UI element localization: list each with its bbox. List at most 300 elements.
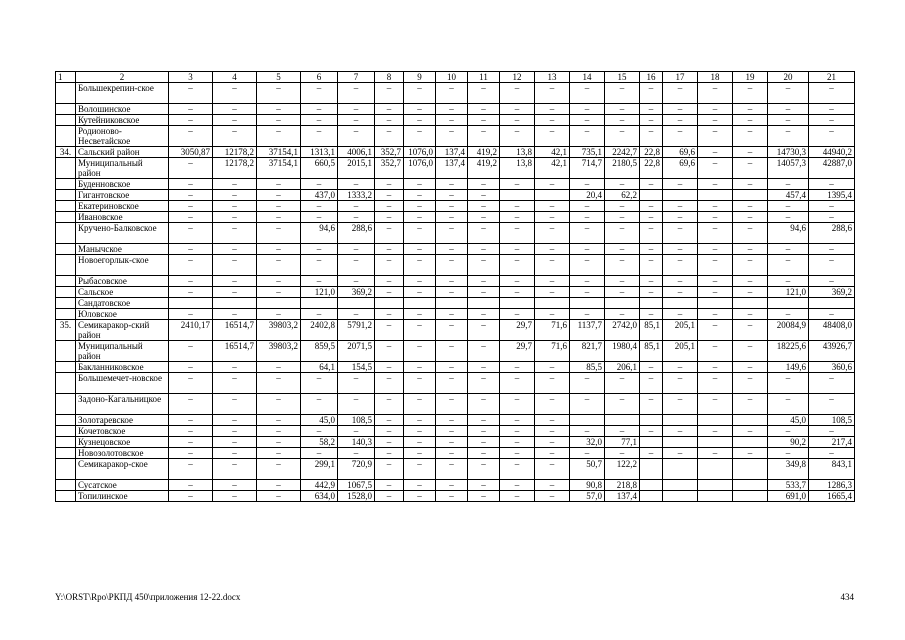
value-cell: – [535,448,570,459]
value-cell: 1076,0 [404,158,436,179]
value-cell: – [169,415,213,426]
value-cell: – [535,309,570,320]
value-cell: – [570,179,605,190]
value-cell: – [404,341,436,362]
value-cell: – [404,244,436,255]
value-cell: – [605,223,640,244]
value-cell: – [500,83,535,104]
value-cell: – [404,190,436,201]
value-cell: – [733,244,768,255]
value-cell: 1286,3 [809,480,855,491]
value-cell: – [663,201,698,212]
value-cell: 1137,7 [570,320,605,341]
value-cell: 457,4 [768,190,809,201]
value-cell: – [301,394,338,415]
value-cell [640,437,663,448]
value-cell: – [169,426,213,437]
value-cell: 4006,1 [338,147,375,158]
value-cell: – [213,255,257,276]
header-cell: 13 [535,72,570,83]
value-cell [663,415,698,426]
value-cell: 22,8 [640,147,663,158]
value-cell: – [257,126,301,147]
value-cell: – [257,459,301,480]
value-cell: – [213,437,257,448]
value-cell: – [169,362,213,373]
value-cell: – [213,362,257,373]
value-cell: – [257,190,301,201]
header-cell: 14 [570,72,605,83]
value-cell: – [257,437,301,448]
row-number [56,104,76,115]
value-cell [809,298,855,309]
value-cell [169,298,213,309]
value-cell: 419,2 [468,158,500,179]
row-name: Ивановское [76,212,169,223]
value-cell: – [301,83,338,104]
value-cell: 58,2 [301,437,338,448]
value-cell: – [605,212,640,223]
value-cell: – [535,201,570,212]
value-cell: – [640,276,663,287]
table-row [56,212,855,223]
value-cell: 714,7 [570,158,605,179]
value-cell: – [640,201,663,212]
value-cell: – [468,309,500,320]
value-cell: – [257,309,301,320]
value-cell: – [375,276,404,287]
value-cell: – [375,426,404,437]
row-name: Сусатское [76,480,169,491]
value-cell: – [169,179,213,190]
table-row [56,309,855,320]
value-cell: – [375,437,404,448]
value-cell: – [436,373,468,394]
value-cell: – [436,276,468,287]
value-cell: – [605,104,640,115]
value-cell: – [404,115,436,126]
value-cell: – [500,373,535,394]
value-cell [640,298,663,309]
table-row [56,491,855,502]
value-cell: – [768,394,809,415]
row-name: Семикаракор-ское [76,459,169,480]
value-cell: – [436,309,468,320]
value-cell: 369,2 [338,287,375,298]
value-cell: – [570,201,605,212]
value-cell: – [169,276,213,287]
value-cell: 16514,7 [213,320,257,341]
value-cell: – [605,276,640,287]
value-cell: – [698,394,733,415]
value-cell: – [605,244,640,255]
value-cell: – [468,83,500,104]
row-name: Гигантовское [76,190,169,201]
value-cell: – [500,276,535,287]
table-row [56,115,855,126]
value-cell: – [338,115,375,126]
value-cell: – [404,480,436,491]
value-cell: – [213,201,257,212]
value-cell: 5791,2 [338,320,375,341]
value-cell: – [436,212,468,223]
value-cell: – [663,276,698,287]
value-cell: 1665,4 [809,491,855,502]
value-cell: – [169,190,213,201]
row-name: Большекрепин-ское [76,83,169,104]
row-number [56,426,76,437]
value-cell: – [404,83,436,104]
value-cell: – [468,255,500,276]
table-row [56,104,855,115]
value-cell: – [375,115,404,126]
value-cell: – [663,212,698,223]
value-cell: – [500,491,535,502]
value-cell: 108,5 [809,415,855,426]
value-cell: – [809,212,855,223]
value-cell: – [698,276,733,287]
value-cell: – [257,244,301,255]
value-cell: – [698,287,733,298]
value-cell: – [733,126,768,147]
value-cell: 137,4 [605,491,640,502]
value-cell [640,491,663,502]
row-number [56,309,76,320]
value-cell [663,437,698,448]
value-cell: 217,4 [809,437,855,448]
value-cell: – [698,179,733,190]
value-cell: – [436,255,468,276]
value-cell: – [301,126,338,147]
value-cell: – [213,212,257,223]
value-cell: – [436,126,468,147]
value-cell: – [404,179,436,190]
value-cell: 3050,87 [169,147,213,158]
header-cell: 7 [338,72,375,83]
value-cell: – [375,255,404,276]
value-cell: 18225,6 [768,341,809,362]
value-cell: 1067,5 [338,480,375,491]
table-row [56,362,855,373]
table-row [56,158,855,179]
row-name: Большемечет-новское [76,373,169,394]
value-cell: 369,2 [809,287,855,298]
value-cell: – [809,448,855,459]
value-cell: – [169,459,213,480]
value-cell: 2180,5 [605,158,640,179]
value-cell [301,298,338,309]
value-cell: – [570,126,605,147]
table-row [56,287,855,298]
value-cell: – [640,287,663,298]
value-cell: – [301,212,338,223]
value-cell: – [733,201,768,212]
value-cell: – [257,223,301,244]
row-number [56,298,76,309]
value-cell [213,298,257,309]
header-cell: 18 [698,72,733,83]
table-row [56,373,855,394]
value-cell: – [663,126,698,147]
value-cell: – [169,255,213,276]
value-cell: 42,1 [535,147,570,158]
value-cell: – [570,276,605,287]
value-cell: 22,8 [640,158,663,179]
value-cell: – [169,223,213,244]
value-cell: – [375,190,404,201]
value-cell: – [375,212,404,223]
value-cell: – [605,201,640,212]
value-cell: – [605,426,640,437]
value-cell: – [375,459,404,480]
row-name: Новоегорлык-ское [76,255,169,276]
value-cell: – [768,448,809,459]
value-cell: – [468,491,500,502]
value-cell: – [500,212,535,223]
value-cell: – [169,480,213,491]
value-cell: – [570,223,605,244]
value-cell: – [570,212,605,223]
value-cell: – [301,255,338,276]
row-name: Золотаревское [76,415,169,426]
value-cell: 12178,2 [213,147,257,158]
value-cell: – [404,201,436,212]
value-cell: – [404,459,436,480]
value-cell: – [663,115,698,126]
value-cell: 43926,7 [809,341,855,362]
value-cell: – [436,104,468,115]
value-cell: 42887,0 [809,158,855,179]
value-cell: 62,2 [605,190,640,201]
value-cell: – [663,309,698,320]
header-cell: 11 [468,72,500,83]
value-cell: – [640,104,663,115]
value-cell: – [768,255,809,276]
value-cell: – [500,223,535,244]
value-cell: – [663,179,698,190]
value-cell: – [605,373,640,394]
value-cell: – [663,244,698,255]
value-cell: 634,0 [301,491,338,502]
value-cell: – [436,341,468,362]
value-cell: – [468,126,500,147]
value-cell: 121,0 [301,287,338,298]
value-cell: – [468,115,500,126]
value-cell: – [257,480,301,491]
value-cell: – [468,212,500,223]
row-name: Юловское [76,309,169,320]
value-cell: 735,1 [570,147,605,158]
value-cell: – [500,426,535,437]
value-cell: – [809,373,855,394]
value-cell: – [404,373,436,394]
value-cell: – [257,287,301,298]
value-cell: – [535,255,570,276]
value-cell: – [468,448,500,459]
row-number [56,201,76,212]
value-cell: – [698,309,733,320]
value-cell: – [640,394,663,415]
value-cell: – [436,437,468,448]
table-row [56,223,855,244]
value-cell: – [257,83,301,104]
value-cell: 533,7 [768,480,809,491]
value-cell: 821,7 [570,341,605,362]
value-cell: 94,6 [301,223,338,244]
value-cell: 94,6 [768,223,809,244]
value-cell: – [768,201,809,212]
row-name: Кручено-Балковское [76,223,169,244]
value-cell: – [404,223,436,244]
value-cell: – [570,104,605,115]
value-cell: – [535,104,570,115]
value-cell: – [436,448,468,459]
value-cell: – [500,126,535,147]
value-cell: – [535,287,570,298]
value-cell: – [404,309,436,320]
value-cell: – [535,480,570,491]
value-cell: – [338,448,375,459]
header-cell: 16 [640,72,663,83]
value-cell: 85,5 [570,362,605,373]
value-cell: 442,9 [301,480,338,491]
table-row [56,179,855,190]
value-cell: – [698,244,733,255]
value-cell: 16514,7 [213,341,257,362]
value-cell: – [375,83,404,104]
header-cell: 12 [500,72,535,83]
value-cell: – [257,362,301,373]
value-cell: – [213,415,257,426]
header-cell: 2 [76,72,169,83]
row-number [56,491,76,502]
row-number [56,83,76,104]
value-cell: – [768,212,809,223]
value-cell: – [169,309,213,320]
value-cell: – [733,115,768,126]
value-cell: – [338,276,375,287]
row-name: Кочетовское [76,426,169,437]
value-cell: – [500,480,535,491]
table-row [56,201,855,212]
value-cell: – [500,179,535,190]
value-cell: – [535,415,570,426]
value-cell: – [468,104,500,115]
value-cell: – [663,104,698,115]
value-cell [698,437,733,448]
value-cell: – [338,104,375,115]
value-cell: – [698,223,733,244]
data-table [55,71,855,502]
row-name: Родионово-Несветайское [76,126,169,147]
value-cell: – [257,491,301,502]
value-cell: – [257,201,301,212]
value-cell: – [468,437,500,448]
value-cell: – [404,287,436,298]
row-number [56,115,76,126]
value-cell: – [301,373,338,394]
value-cell [338,298,375,309]
table-row [56,276,855,287]
value-cell: – [809,115,855,126]
value-cell: – [500,115,535,126]
value-cell: – [213,480,257,491]
value-cell: – [375,341,404,362]
value-cell [605,415,640,426]
value-cell: 20,4 [570,190,605,201]
value-cell: 2402,8 [301,320,338,341]
value-cell: – [535,362,570,373]
value-cell: – [404,426,436,437]
row-number [56,190,76,201]
value-cell: 691,0 [768,491,809,502]
value-cell: – [809,426,855,437]
value-cell: 843,1 [809,459,855,480]
table-row [56,426,855,437]
value-cell: 419,2 [468,147,500,158]
value-cell [733,437,768,448]
header-cell: 17 [663,72,698,83]
value-cell: – [404,491,436,502]
value-cell: – [640,426,663,437]
table-row [56,459,855,480]
value-cell: – [338,394,375,415]
value-cell: 2410,17 [169,320,213,341]
value-cell [733,298,768,309]
value-cell: – [468,223,500,244]
value-cell: – [375,491,404,502]
value-cell: – [468,341,500,362]
value-cell: – [301,426,338,437]
table-row [56,415,855,426]
value-cell: – [809,179,855,190]
value-cell: – [404,320,436,341]
value-cell: – [436,83,468,104]
value-cell: 437,0 [301,190,338,201]
value-cell: – [605,126,640,147]
value-cell: – [404,394,436,415]
value-cell: – [468,394,500,415]
value-cell [733,491,768,502]
value-cell: 64,1 [301,362,338,373]
value-cell: – [698,158,733,179]
value-cell: – [338,426,375,437]
value-cell: 2242,7 [605,147,640,158]
value-cell: – [375,179,404,190]
row-number [56,415,76,426]
value-cell: 218,8 [605,480,640,491]
value-cell: – [570,394,605,415]
value-cell [698,480,733,491]
value-cell [698,190,733,201]
value-cell: – [338,179,375,190]
value-cell: 50,7 [570,459,605,480]
value-cell: 14730,3 [768,147,809,158]
value-cell: – [500,309,535,320]
value-cell: – [605,309,640,320]
value-cell [640,459,663,480]
value-cell: 44940,2 [809,147,855,158]
value-cell: 352,7 [375,147,404,158]
value-cell: – [570,287,605,298]
value-cell: – [605,115,640,126]
value-cell: – [733,223,768,244]
page-number: 434 [840,592,854,602]
value-cell: – [500,448,535,459]
value-cell: – [535,115,570,126]
value-cell: 48408,0 [809,320,855,341]
value-cell [733,190,768,201]
